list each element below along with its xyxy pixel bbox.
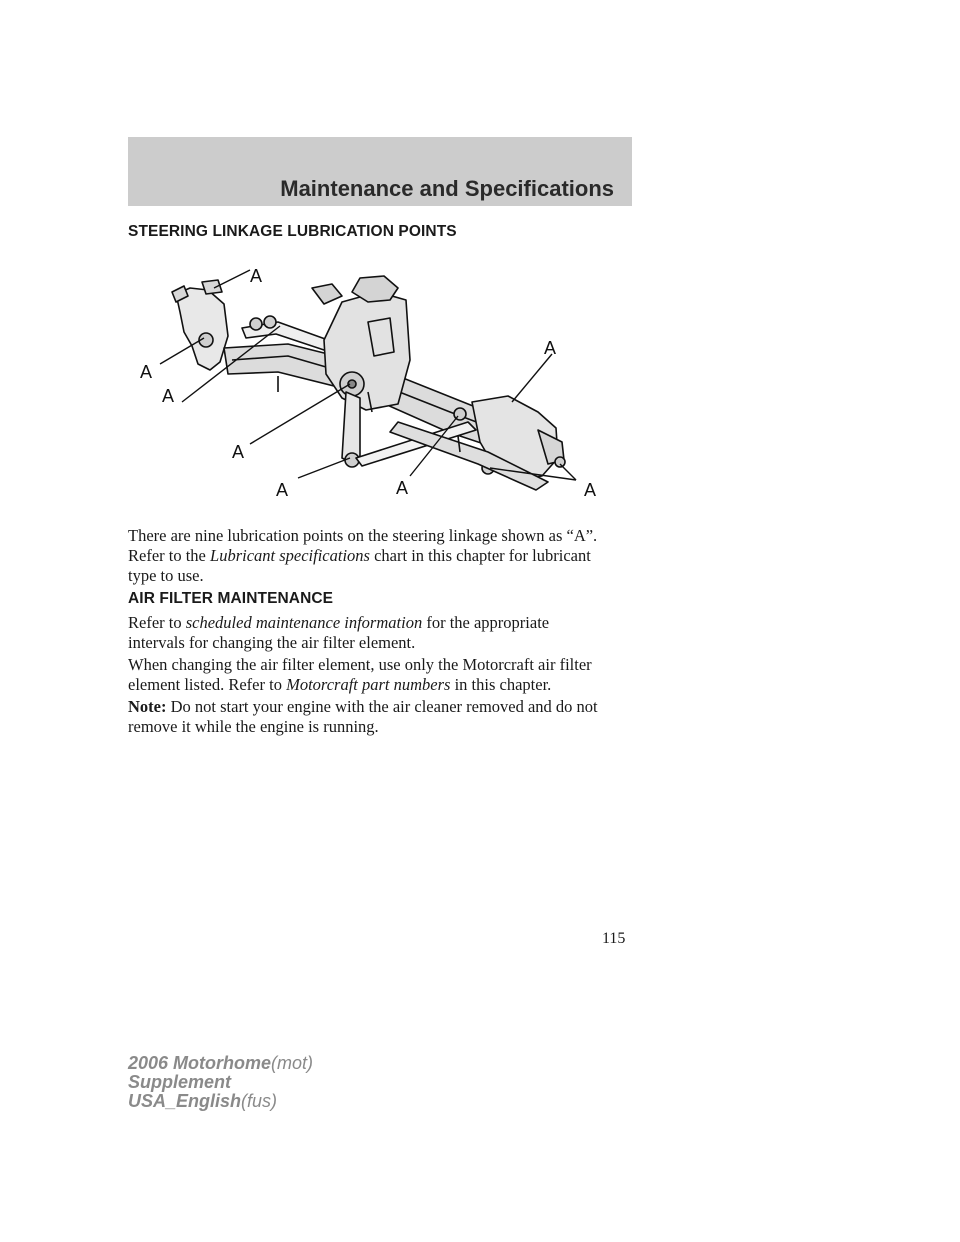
chapter-header-band [128, 137, 632, 206]
callout-label-a: A [140, 362, 153, 382]
chapter-title: Maintenance and Specifications [280, 176, 614, 201]
callout-label-a: A [584, 480, 597, 500]
callout-label-a: A [162, 386, 175, 406]
motorcraft-part-numbers-reference: Motorcraft part numbers [286, 675, 451, 694]
callout-label-a: A [396, 478, 409, 498]
scheduled-maintenance-reference: scheduled maintenance information [185, 613, 423, 632]
callout-label-a: A [250, 266, 263, 286]
page-number: 115 [602, 930, 626, 947]
callout-label-a: A [232, 442, 245, 462]
air-filter-paragraph-2: When changing the air filter element, use only the Motorcraft air filter element listed. Refer to Motorcraft part numbers in this chapter. [128, 655, 592, 694]
callout-label-a: A [276, 480, 289, 500]
lubrication-paragraph: There are nine lubrication points on the steering linkage shown as “A”. Refer to the Lubricant specifications chart in this chapter for lubricant type to use. [128, 526, 598, 585]
callout-label-a: A [544, 338, 557, 358]
section-heading-steering: STEERING LINKAGE LUBRICATION POINTS [128, 223, 457, 240]
steering-linkage-illustration [128, 252, 638, 514]
air-filter-paragraph-1: Refer to scheduled maintenance information for the appropriate intervals for changing the air filter element. [128, 613, 550, 652]
section-heading-air-filter: AIR FILTER MAINTENANCE [128, 590, 334, 607]
note-label: Note: [128, 697, 167, 716]
lubricant-specifications-reference: Lubricant specifications [210, 546, 370, 565]
air-filter-note: Note: Do not start your engine with the air cleaner removed and do not remove it while the engine is running. [128, 697, 598, 736]
document-footer: 2006 Motorhome(mot) Supplement USA_English(fus) [128, 1053, 314, 1111]
